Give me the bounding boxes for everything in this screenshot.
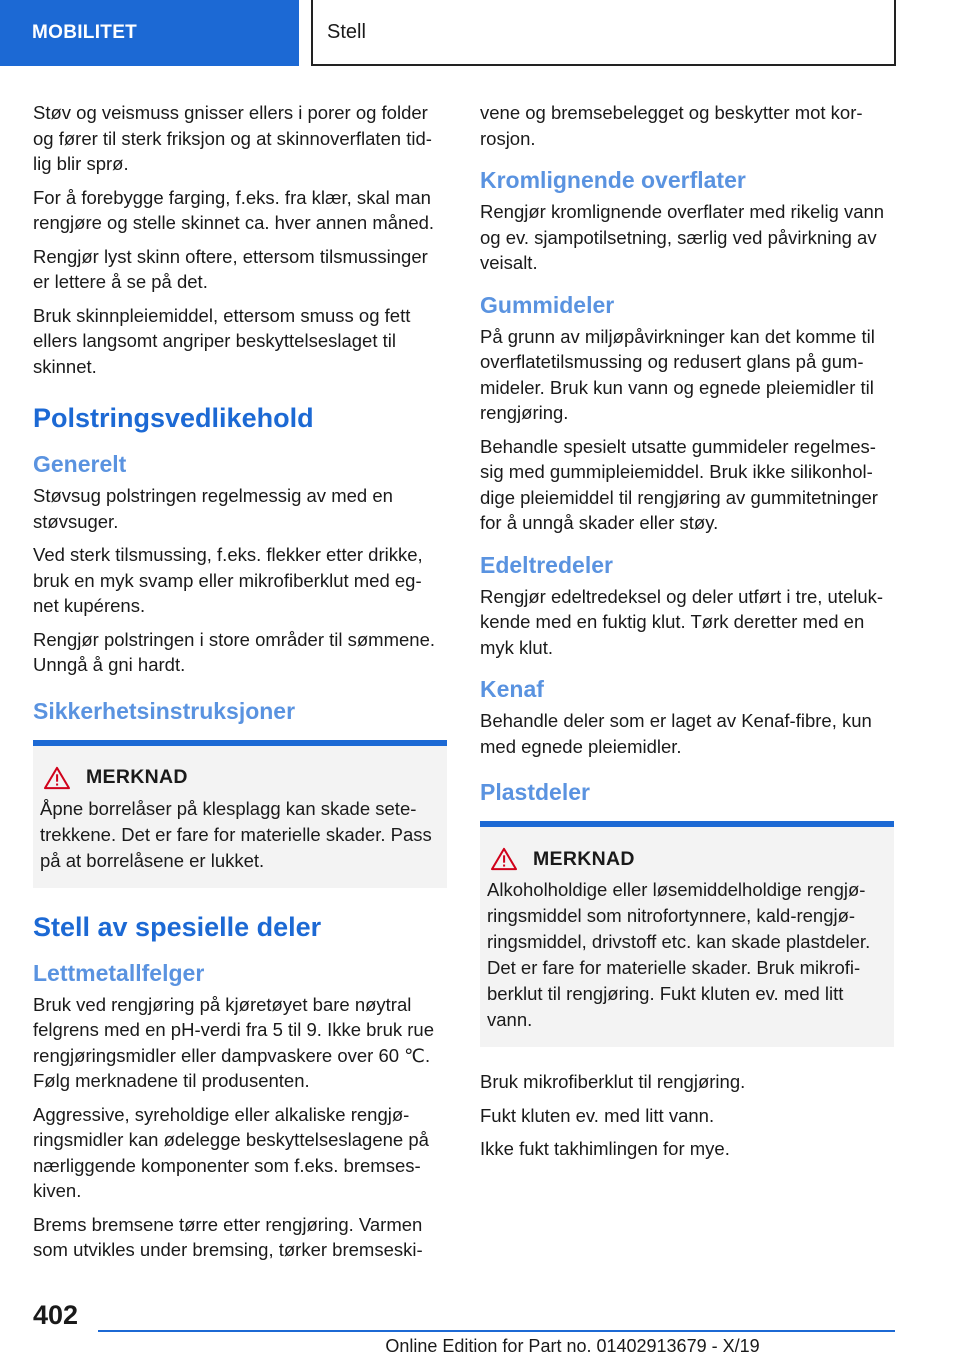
notice-header <box>40 766 439 790</box>
paragraph: Bruk skinnpleiemiddel, ettersom smuss og fett ellers langsomt angriper beskyttelseslaget til skinnet. <box>33 304 411 377</box>
paragraph: Rengjør polstringen i store områder til sømmene. Unngå å gni hardt. <box>33 628 436 675</box>
paragraph: For å forebygge farging, f.eks. fra klær, skal man rengjøre og stelle skinnet ca. hver annen måned. <box>33 186 435 233</box>
page-number: 402 <box>33 1300 79 1330</box>
paragraph: Rengjør lyst skinn oftere, ettersom tilsmussinger er lettere å se på det. <box>33 245 428 292</box>
paragraph: Brems bremsene tørre etter rengjøring. Varmen som utvikles under bremsing, tørker bremseski- <box>33 1213 423 1260</box>
subheading-generelt: Generelt <box>33 451 127 477</box>
section-label: MOBILITET <box>32 22 138 43</box>
notice-title: MERKNAD <box>533 847 635 870</box>
notice-box <box>33 740 447 888</box>
paragraph: Ikke fukt takhimlingen for mye. <box>480 1138 730 1159</box>
paragraph: Behandle spesielt utsatte gummideler regelmes-sig med gummipleiemiddel. Bruk ikke silikonhol-dige pleiemiddel til rengjøring av gummitetninger for å unngå skader eller støy. <box>480 435 878 533</box>
paragraph: Bruk ved rengjøring på kjøretøyet bare nøytral felgrens med en pH-verdi fra 5 til 9. Ikke bruk rue rengjøringsmidler eller dampvaskere over 60 ℃. Følg merknadene til produsenten. <box>33 993 435 1091</box>
chapter-header <box>311 0 896 66</box>
paragraph: Støvsug polstringen regelmessig av med en støvsuger. <box>33 485 393 532</box>
notice-title: MERKNAD <box>86 766 188 788</box>
paragraph: Støv og veismuss gnisser ellers i porer og folder og fører til sterk friksjon og at skinnoverflaten tid-lig blir sprø. <box>33 102 432 174</box>
paragraph: På grunn av miljøpåvirkninger kan det komme til overflatetilsmussing og redusert glans på gum-mideler. Bruk kun vann og egnede pleiemidler til rengjøring. <box>480 325 875 423</box>
right-column <box>480 100 894 1170</box>
section-heading-spesielle: Stell av spesielle deler <box>33 911 322 942</box>
subheading-krom: Kromlignende overflater <box>480 167 746 193</box>
warning-icon <box>489 847 519 871</box>
paragraph: Rengjør kromlignende overflater med rikelig vann og ev. sjampotilsetning, særlig ved påvirkning av veisalt. <box>480 201 885 273</box>
subheading-sikkerhet: Sikkerhetsinstruksjoner <box>33 697 296 724</box>
chapter-label: Stell <box>327 20 366 43</box>
notice-text: Alkoholholdige eller løsemiddelholdige rengjø-ringsmiddel som nitrofortynnere, kald-rengjø-ringsmiddel, drivstoff etc. kan skade plastdeler. Det er fare for materielle skader. Bruk mikrofi-berklut til rengjøring. Fukt kluten ev. med litt vann. <box>487 879 871 1030</box>
notice-header <box>487 847 886 871</box>
subheading-kenaf: Kenaf <box>480 676 544 702</box>
subheading-plast: Plastdeler <box>480 779 590 805</box>
section-heading-polstring: Polstringsvedlikehold <box>33 403 314 433</box>
paragraph: vene og bremsebelegget og beskytter mot kor-rosjon. <box>480 102 863 149</box>
paragraph: Fukt kluten ev. med litt vann. <box>480 1104 715 1126</box>
notice-text: Åpne borrelåser på klesplagg kan skade sete-trekkene. Det er fare for materielle skader. Pass på at borrelåsene er lukket. <box>40 797 432 871</box>
paragraph: Ved sterk tilsmussing, f.eks. flekker etter drikke, bruk en myk svamp eller mikrofiberklut med eg-net kupérens. <box>33 544 423 616</box>
footer-divider <box>98 1330 895 1332</box>
subheading-edeltre: Edeltredeler <box>480 551 613 578</box>
paragraph: Aggressive, syreholdige eller alkaliske rengjø-ringsmidler kan ødelegge beskyttelseslagene på nærliggende komponenter som f.eks. bremses-kiven. <box>33 1103 429 1201</box>
paragraph: Behandle deler som er laget av Kenaf-fibre, kun med egnede pleiemidler. <box>480 710 872 757</box>
left-column <box>33 100 447 1271</box>
subheading-gummi: Gummideler <box>480 291 615 318</box>
paragraph: Bruk mikrofiberklut til rengjøring. <box>480 1071 746 1092</box>
edition-footer: Online Edition for Part no. 01402913679 - X/19 <box>385 1336 760 1356</box>
subheading-lettmetall: Lettmetallfelger <box>33 959 205 986</box>
warning-icon <box>42 766 72 790</box>
paragraph: Rengjør edeltredeksel og deler utført i tre, uteluk-kende med en fuktig klut. Tørk deretter med en myk klut. <box>480 585 884 658</box>
section-tab <box>0 0 299 66</box>
notice-box <box>480 821 894 1047</box>
